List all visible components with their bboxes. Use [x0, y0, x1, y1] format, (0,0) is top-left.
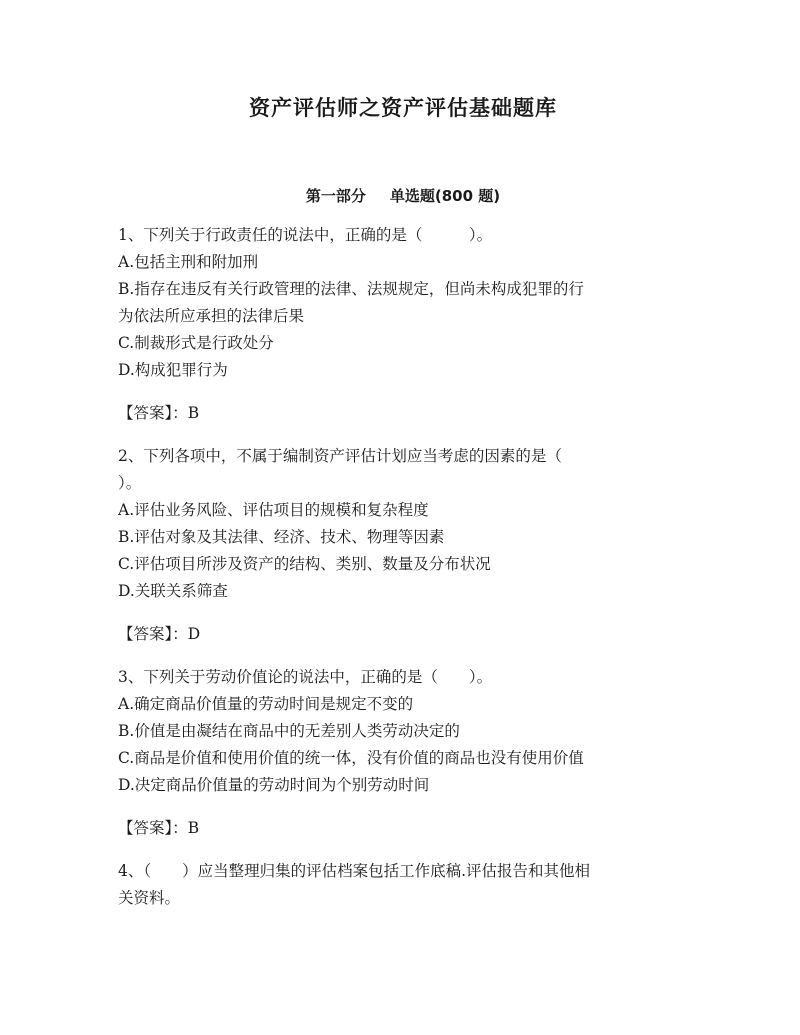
option-c: C.制裁形式是行政处分 [118, 334, 274, 352]
question-list [118, 222, 678, 912]
option-c: C.评估项目所涉及资产的结构、类别、数量及分布状况 [118, 555, 491, 573]
answer-label: 【答案】：B [118, 819, 200, 837]
section-heading [118, 183, 688, 209]
option-d: D.决定商品价值量的劳动时间为个别劳动时间 [118, 776, 430, 794]
option-b: B.评估对象及其法律、经济、技术、物理等因素 [118, 528, 445, 546]
question-stem-continued: 关资料。 [118, 889, 181, 907]
answer-label: 【答案】：B [118, 404, 200, 422]
section-part-label: 第一部分 [305, 187, 366, 205]
question-stem: 1、下列关于行政责任的说法中，正确的是（ ）。 [118, 226, 493, 244]
option-b: B.价值是由凝结在商品中的无差别人类劳动决定的 [118, 722, 460, 740]
question-stem: 4、（ ）应当整理归集的评估档案包括工作底稿.评估报告和其他相 [118, 862, 591, 880]
question-1 [118, 222, 678, 427]
option-a: A.确定商品价值量的劳动时间是规定不变的 [118, 695, 414, 713]
document-title: 资产评估师之资产评估基础题库 [249, 96, 557, 120]
option-c: C.商品是价值和使用价值的统一体，没有价值的商品也没有使用价值 [118, 749, 584, 767]
question-stem: 2、下列各项中，不属于编制资产评估计划应当考虑的因素的是（ [118, 447, 562, 465]
option-d: D.关联关系筛查 [118, 582, 228, 600]
question-stem: 3、下列关于劳动价值论的说法中，正确的是（ ）。 [118, 668, 493, 686]
question-4 [118, 858, 678, 912]
answer-label: 【答案】：D [118, 625, 201, 643]
question-stem-continued: ）。 [118, 474, 142, 492]
section-name-label: 单选题(800 题) [389, 187, 501, 205]
question-3 [118, 664, 678, 842]
option-a: A.评估业务风险、评估项目的规模和复杂程度 [118, 501, 429, 519]
question-2 [118, 443, 678, 648]
option-a: A.包括主刑和附加刑 [118, 253, 259, 271]
option-b: B.指存在违反有关行政管理的法律、法规规定，但尚未构成犯罪的行 [118, 280, 584, 298]
option-b-continued: 为依法所应承担的法律后果 [118, 307, 305, 325]
option-d: D.构成犯罪行为 [118, 361, 228, 379]
